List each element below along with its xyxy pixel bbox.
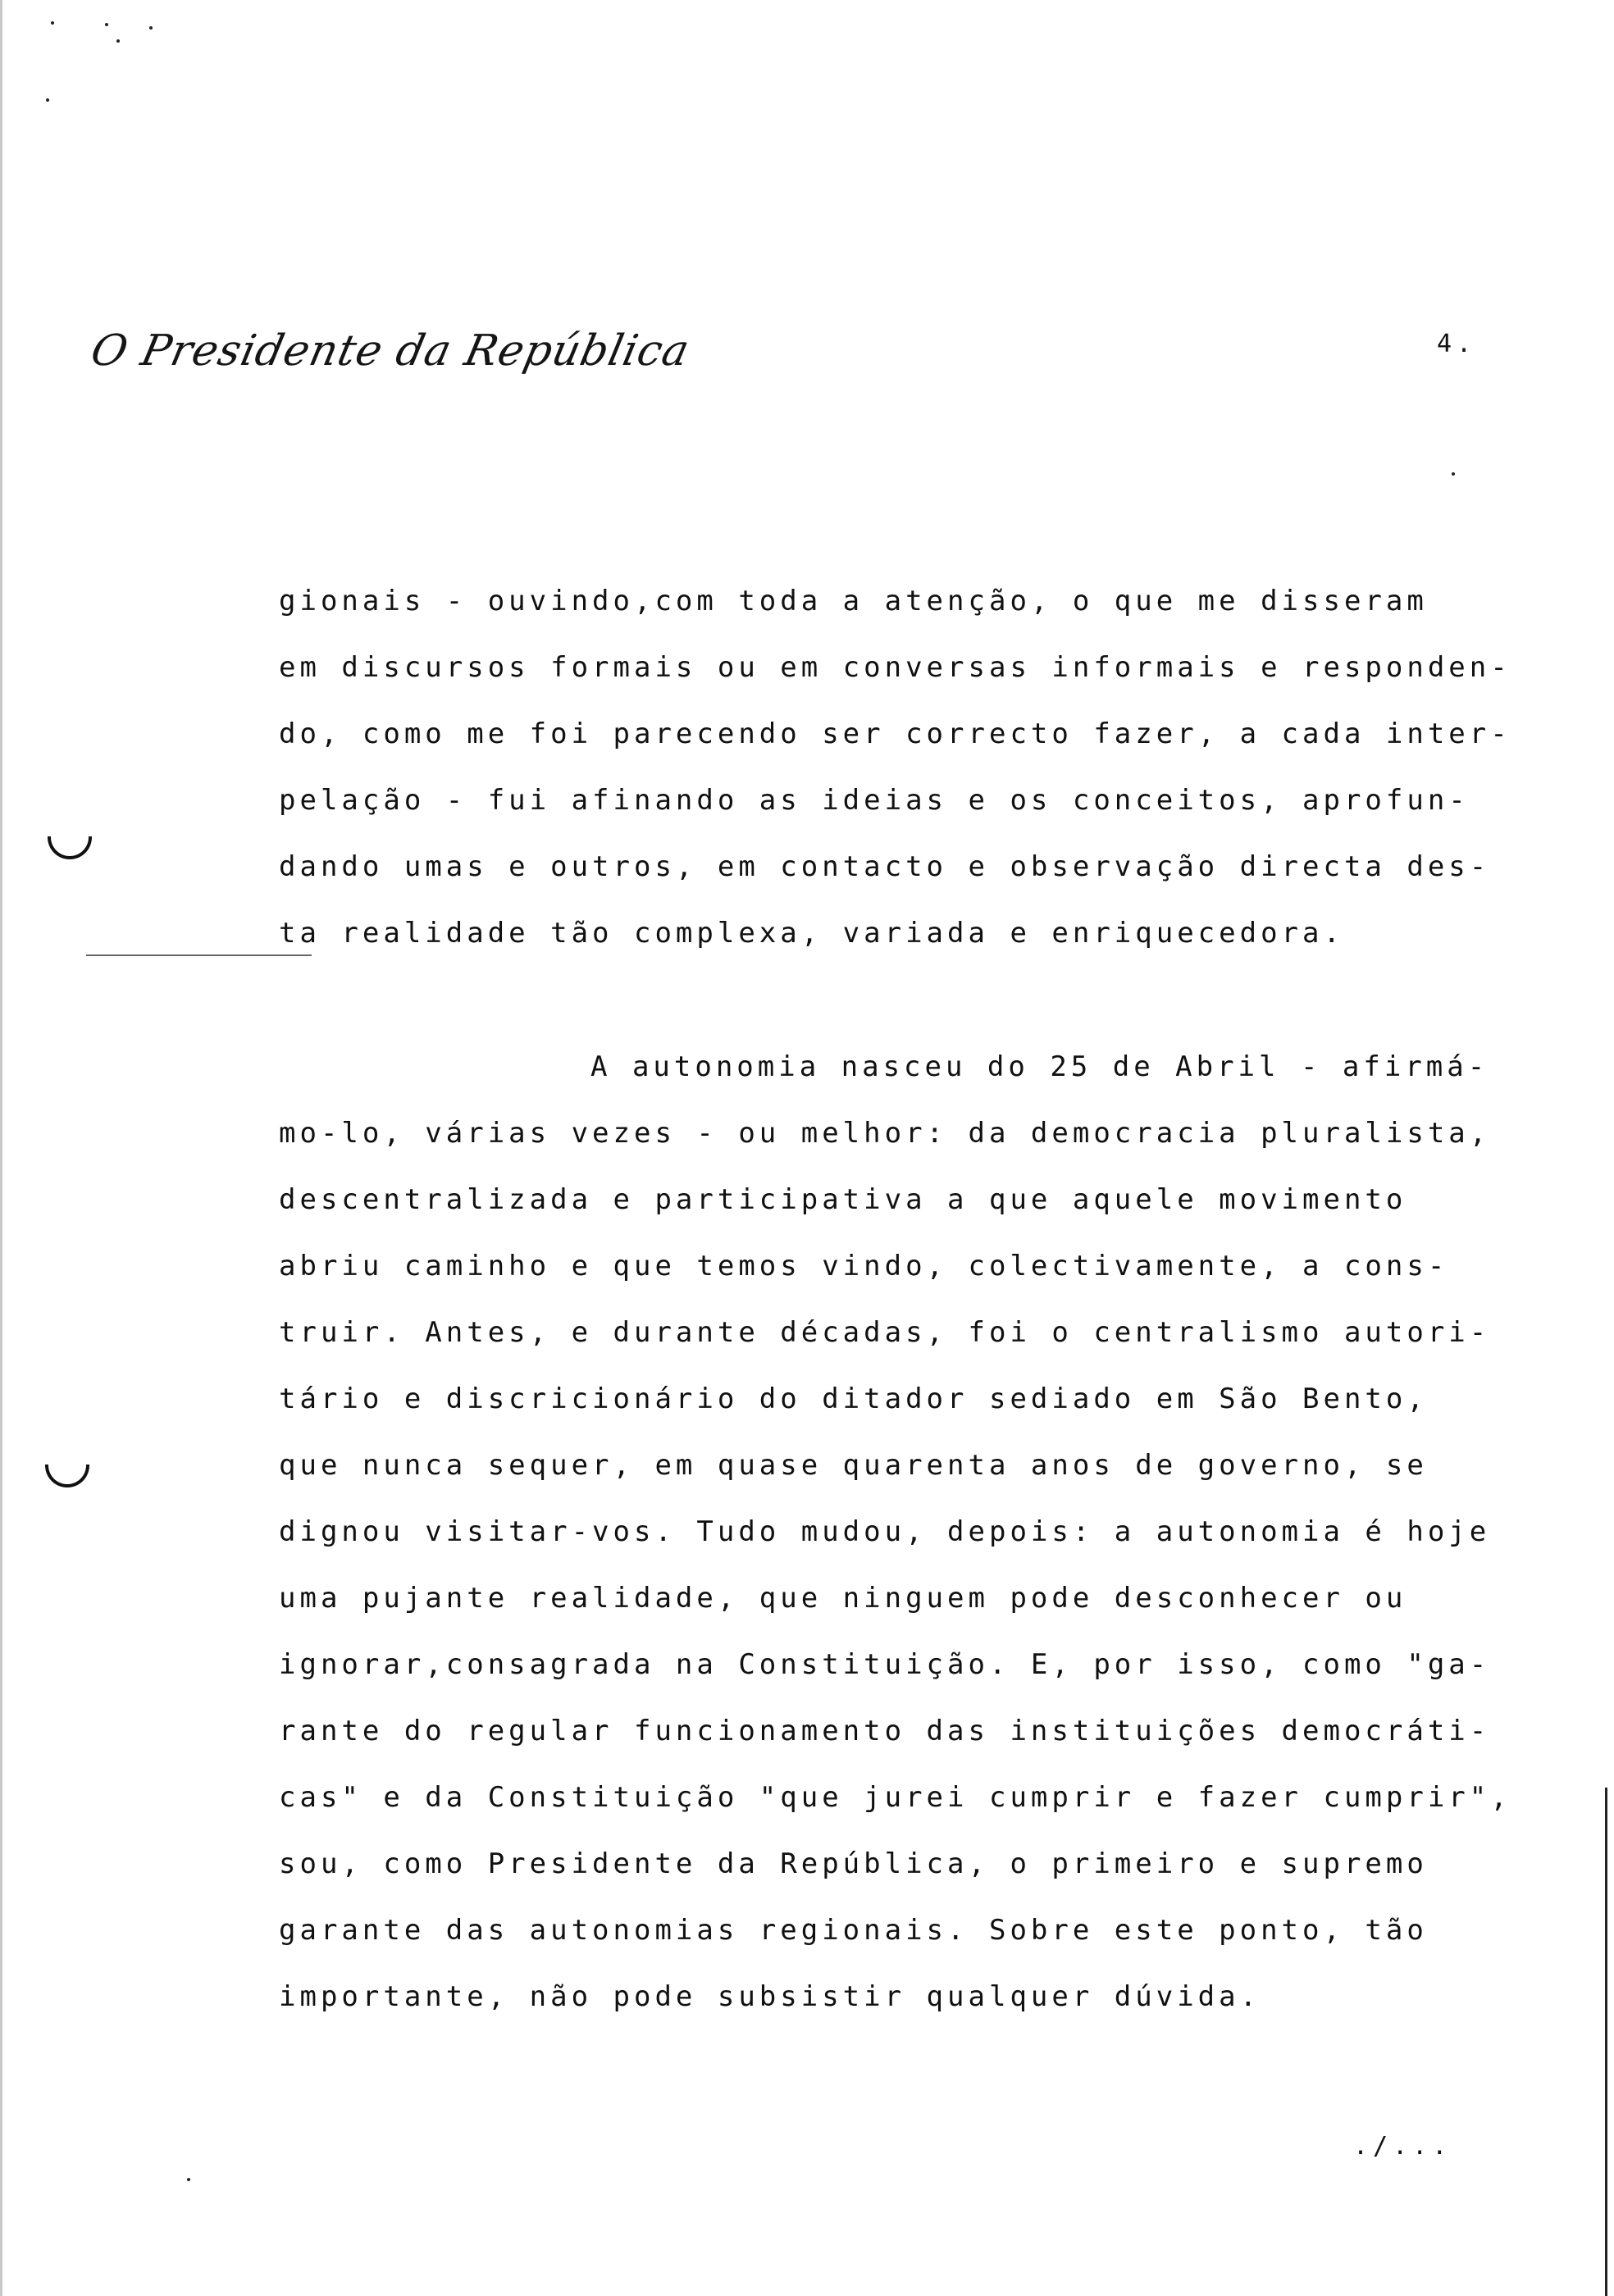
text-line: sou, como Presidente da República, o primeiro e supremo	[279, 1847, 1428, 1880]
text-line: rante do regular funcionamento das instituições democráti-	[279, 1715, 1491, 1747]
scan-speck	[46, 98, 49, 102]
scan-speck	[51, 21, 54, 25]
scan-speck	[105, 23, 108, 26]
margin-hook-mark	[45, 1465, 89, 1487]
text-line: gionais - ouvindo,com toda a atenção, o que me disseram	[279, 585, 1428, 617]
text-line: dignou visitar-vos. Tudo mudou, depois: a autonomia é hoje	[279, 1515, 1491, 1548]
text-line: em discursos formais ou em conversas informais e responden-	[279, 651, 1511, 684]
text-line: descentralizada e participativa a que aquele movimento	[279, 1183, 1407, 1216]
letterhead: O Presidente da República	[86, 326, 695, 376]
scan-speck	[116, 39, 120, 43]
text-line: importante, não pode subsistir qualquer dúvida.	[279, 1980, 1261, 2013]
text-line: que nunca sequer, em quase quarenta anos de governo, se	[279, 1449, 1428, 1482]
text-line: ignorar,consagrada na Constituição. E, por isso, como "ga-	[279, 1648, 1491, 1681]
scan-right-edge	[1605, 1788, 1607, 2296]
text-line: abriu caminho e que temos vindo, colectivamente, a cons-	[279, 1250, 1449, 1282]
text-line: garante das autonomias regionais. Sobre este ponto, tão	[279, 1914, 1428, 1947]
text-line: cas" e da Constituição "que jurei cumprir e fazer cumprir",	[279, 1781, 1511, 1814]
text-line: tário e discricionário do ditador sediado em São Bento,	[279, 1383, 1428, 1415]
text-line: mo-lo, várias vezes - ou melhor: da democracia pluralista,	[279, 1117, 1491, 1150]
margin-underline	[86, 954, 312, 956]
text-line: A autonomia nasceu do 25 de Abril - afirmá-	[590, 1050, 1489, 1083]
text-line: uma pujante realidade, que ninguem pode desconhecer ou	[279, 1582, 1407, 1615]
scan-speck	[187, 2178, 190, 2181]
margin-hook-mark	[48, 836, 92, 859]
text-line: dando umas e outros, em contacto e observação directa des-	[279, 850, 1491, 883]
text-line: ta realidade tão complexa, variada e enriquecedora.	[279, 917, 1344, 950]
scan-speck	[149, 26, 153, 30]
text-line: do, como me foi parecendo ser correcto fazer, a cada inter-	[279, 718, 1511, 750]
text-line: truir. Antes, e durante décadas, foi o centralismo autori-	[279, 1316, 1491, 1349]
paragraph-1	[279, 568, 1511, 967]
scan-left-edge	[0, 0, 2, 2296]
continuation-mark: ./...	[1353, 2132, 1452, 2161]
paragraph-2	[279, 1034, 1511, 2030]
scan-speck	[1452, 472, 1455, 476]
page-number: 4.	[1437, 330, 1477, 358]
text-line: pelação - fui afinando as ideias e os conceitos, aprofun-	[279, 784, 1470, 817]
